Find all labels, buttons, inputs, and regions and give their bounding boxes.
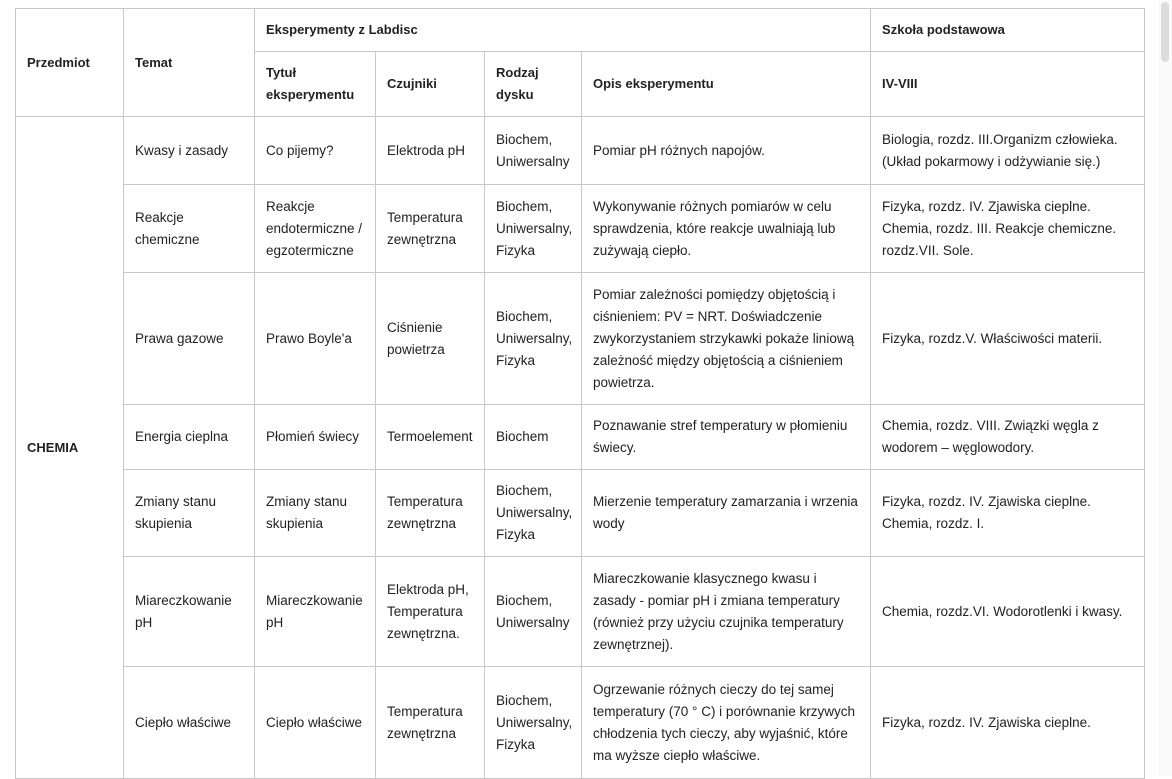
cell-czujniki: Elektroda pH, Temperatura zewnętrzna. [376, 557, 485, 667]
header-temat: Temat [124, 9, 255, 117]
cell-opis: Pomiar zależności pomiędzy objętością i ciśnieniem: PV = NRT. Doświadczenie zwykorzystaniem strzykawki pokaże liniową zależność między objętością a ciśnieniem powietrza. [582, 273, 871, 405]
header-row-1 [16, 9, 1145, 52]
cell-tytul: Miareczkowanie pH [255, 557, 376, 667]
table-row [16, 667, 1145, 779]
cell-czujniki: Termoelement [376, 405, 485, 470]
cell-czujniki: Temperatura zewnętrzna [376, 667, 485, 779]
cell-temat: Ciepło właściwe [124, 667, 255, 779]
cell-szkola: Fizyka, rozdz. IV. Zjawiska cieplne. Chemia, rozdz. I. [871, 470, 1145, 557]
header-klasy: IV-VIII [871, 52, 1145, 117]
cell-opis: Wykonywanie różnych pomiarów w celu sprawdzenia, które reakcje uwalniają lub zużywają ciepło. [582, 185, 871, 273]
table-row [16, 185, 1145, 273]
cell-opis: Ogrzewanie różnych cieczy do tej samej temperatury (70 ° C) i porównanie krzywych chłodzenia tych cieczy, aby wyjaśnić, które ma wyższe ciepło właściwe. [582, 667, 871, 779]
header-group-experiments: Eksperymenty z Labdisc [255, 9, 871, 52]
cell-temat: Energia cieplna [124, 405, 255, 470]
cell-dysk: Biochem, Uniwersalny, Fizyka [485, 273, 582, 405]
cell-czujniki: Elektroda pH [376, 117, 485, 185]
header-tytul: Tytuł eksperymentu [255, 52, 376, 117]
cell-dysk: Biochem, Uniwersalny [485, 117, 582, 185]
cell-szkola: Biologia, rozdz. III.Organizm człowieka. (Układ pokarmowy i odżywianie się.) [871, 117, 1145, 185]
cell-tytul: Prawo Boyle'a [255, 273, 376, 405]
cell-opis: Poznawanie stref temperatury w płomieniu świecy. [582, 405, 871, 470]
cell-dysk: Biochem, Uniwersalny, Fizyka [485, 470, 582, 557]
table-row [16, 557, 1145, 667]
subject-cell: CHEMIA [16, 117, 124, 779]
table-wrapper [15, 8, 1145, 779]
table-row [16, 470, 1145, 557]
cell-tytul: Zmiany stanu skupienia [255, 470, 376, 557]
cell-szkola: Fizyka, rozdz.V. Właściwości materii. [871, 273, 1145, 405]
cell-opis: Pomiar pH różnych napojów. [582, 117, 871, 185]
cell-szkola: Fizyka, rozdz. IV. Zjawiska cieplne. [871, 667, 1145, 779]
cell-szkola: Fizyka, rozdz. IV. Zjawiska cieplne. Chemia, rozdz. III. Reakcje chemiczne. rozdz.VII. Sole. [871, 185, 1145, 273]
cell-temat: Prawa gazowe [124, 273, 255, 405]
cell-czujniki: Temperatura zewnętrzna [376, 185, 485, 273]
table-header [16, 9, 1145, 117]
cell-szkola: Chemia, rozdz.VI. Wodorotlenki i kwasy. [871, 557, 1145, 667]
cell-szkola: Chemia, rozdz. VIII. Związki węgla z wodorem – węglowodory. [871, 405, 1145, 470]
cell-tytul: Ciepło właściwe [255, 667, 376, 779]
header-przedmiot: Przedmiot [16, 9, 124, 117]
cell-czujniki: Ciśnienie powietrza [376, 273, 485, 405]
cell-opis: Miareczkowanie klasycznego kwasu i zasady - pomiar pH i zmiana temperatury (również przy użyciu czujnika temperatury zewnętrznej). [582, 557, 871, 667]
table-body [16, 117, 1145, 779]
cell-tytul: Reakcje endotermiczne / egzotermiczne [255, 185, 376, 273]
cell-dysk: Biochem [485, 405, 582, 470]
cell-dysk: Biochem, Uniwersalny [485, 557, 582, 667]
table-row [16, 117, 1145, 185]
scrollbar-thumb[interactable] [1161, 2, 1169, 62]
cell-tytul: Płomień świecy [255, 405, 376, 470]
cell-dysk: Biochem, Uniwersalny, Fizyka [485, 667, 582, 779]
vertical-scrollbar[interactable] [1158, 0, 1172, 776]
cell-temat: Zmiany stanu skupienia [124, 470, 255, 557]
table-row [16, 273, 1145, 405]
cell-temat: Reakcje chemiczne [124, 185, 255, 273]
header-czujniki: Czujniki [376, 52, 485, 117]
cell-dysk: Biochem, Uniwersalny, Fizyka [485, 185, 582, 273]
header-group-school: Szkoła podstawowa [871, 9, 1145, 52]
cell-temat: Kwasy i zasady [124, 117, 255, 185]
cell-temat: Miareczkowanie pH [124, 557, 255, 667]
cell-opis: Mierzenie temperatury zamarzania i wrzenia wody [582, 470, 871, 557]
experiments-table [15, 8, 1145, 779]
header-rodzaj: Rodzaj dysku [485, 52, 582, 117]
cell-czujniki: Temperatura zewnętrzna [376, 470, 485, 557]
header-opis: Opis eksperymentu [582, 52, 871, 117]
table-row [16, 405, 1145, 470]
cell-tytul: Co pijemy? [255, 117, 376, 185]
